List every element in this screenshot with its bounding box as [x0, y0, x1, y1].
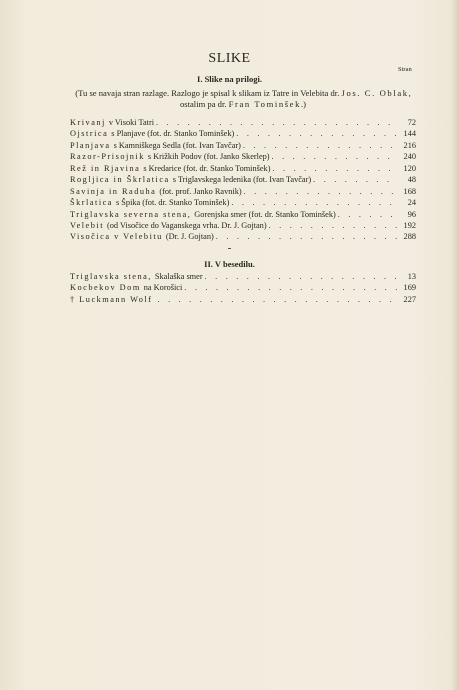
item-name: Velebit: [70, 220, 105, 230]
item-desc: s Kredarice (fot. dr. Stanko Tominšek): [143, 163, 271, 173]
item-page: 24: [407, 198, 416, 208]
page-column-label: Stran: [398, 66, 412, 73]
list-item: [70, 141, 416, 152]
item-page: 13: [407, 272, 416, 281]
item-desc: s Triglavskega ledenika (fot. Ivan Tavčar): [172, 175, 312, 185]
item-name: Krivanj: [70, 118, 106, 127]
item-page: 96: [407, 209, 416, 219]
leader-dots: [272, 164, 398, 173]
list-item: [70, 129, 416, 140]
item-desc: (fot. prof. Janko Ravnik): [159, 186, 242, 196]
item-page: 169: [403, 283, 416, 293]
intro-author-tominsek: Fran Tominšek: [228, 99, 301, 109]
item-page: 227: [403, 294, 416, 304]
intro-text-c: , ostalim pa dr.: [179, 88, 411, 109]
item-name: Kocbekov Dom: [70, 283, 141, 293]
leader-dots: [338, 210, 398, 219]
leader-dots: [313, 175, 398, 184]
list-item: [70, 152, 416, 163]
item-name: Ojstrica: [70, 129, 109, 139]
item-name: Rež in Rjavina: [70, 163, 141, 173]
leader-dots: [272, 152, 398, 161]
item-page: 120: [403, 163, 416, 173]
text-illustrations-list: [70, 272, 416, 306]
item-page: 72: [407, 118, 416, 127]
section-divider: [228, 248, 231, 249]
leader-dots: [269, 221, 398, 230]
item-page: 240: [403, 152, 416, 162]
item-page: 168: [403, 186, 416, 196]
item-desc: s Kamniškega Sedla (fot. Ivan Tavčar): [113, 140, 241, 150]
leader-dots: [205, 272, 398, 281]
list-item: [70, 221, 416, 232]
list-item: [70, 187, 416, 198]
item-desc: s Špika (fot. dr. Stanko Tominšek): [116, 198, 230, 208]
item-name: † Luckmann Wolf: [70, 294, 153, 304]
item-page: 288: [403, 232, 416, 242]
leader-dots: [244, 187, 398, 196]
leader-dots: [231, 198, 398, 207]
item-page: 216: [403, 140, 416, 150]
item-desc: s Planjave (fot. dr. Stanko Tominšek): [111, 129, 235, 139]
list-item: [70, 272, 416, 283]
leader-dots: [184, 283, 398, 292]
list-item: [70, 175, 416, 186]
section-heading-1: I. Slike na prilogi.: [197, 74, 262, 84]
list-item: [70, 198, 416, 209]
list-item: [70, 210, 416, 221]
item-name: Visočica v Velebitu: [70, 232, 163, 242]
item-desc: Skalaška smer: [154, 272, 203, 281]
intro-text-a: (Tu se navaja stran razlage. Razlogo je spisal k slikam iz Tatre in Velebita dr.: [75, 88, 340, 98]
item-name: Razor-Prisojnik: [70, 152, 145, 162]
item-desc: na Korošici: [143, 283, 183, 293]
item-name: Triglavska severna stena,: [70, 209, 192, 219]
intro-author-oblak: Jos. C. Oblak: [341, 88, 409, 98]
leader-dots: [236, 129, 398, 138]
section-heading-2: II. V besedilu.: [204, 259, 255, 269]
item-page: 144: [403, 129, 416, 139]
item-name: Planjava: [70, 140, 111, 150]
leader-dots: [158, 295, 398, 304]
item-name: Triglavska stena,: [70, 272, 152, 281]
item-name: Savinja in Raduha: [70, 186, 157, 196]
leader-dots: [216, 232, 398, 241]
item-name: Škrlatica: [70, 198, 113, 208]
list-item: [70, 295, 416, 306]
leader-dots: [156, 118, 398, 127]
item-name: Rogljica in Škrlatica: [70, 175, 170, 185]
plates-list: [70, 118, 416, 244]
item-page: 48: [407, 175, 416, 185]
section-intro: [70, 88, 416, 110]
intro-text-e: .): [301, 99, 307, 109]
leader-dots: [243, 141, 398, 150]
list-item: [70, 283, 416, 294]
item-page: 192: [403, 220, 416, 230]
list-item: [70, 118, 416, 129]
page-title: SLIKE: [208, 51, 251, 66]
item-desc: (Dr. J. Gojtan): [165, 232, 214, 242]
list-item: [70, 164, 416, 175]
item-desc: Gorenjska smer (fot. dr. Stanko Tominšek): [194, 209, 336, 219]
item-desc: s Križkih Podov (fot. Janko Skerlep): [147, 152, 270, 162]
page-edge-shadow: [451, 0, 459, 690]
item-desc: (od Visočice do Vaganskega vrha. Dr. J. Gojtan): [107, 220, 267, 230]
item-desc: v Visoki Tatri: [108, 118, 155, 127]
list-item: [70, 232, 416, 243]
